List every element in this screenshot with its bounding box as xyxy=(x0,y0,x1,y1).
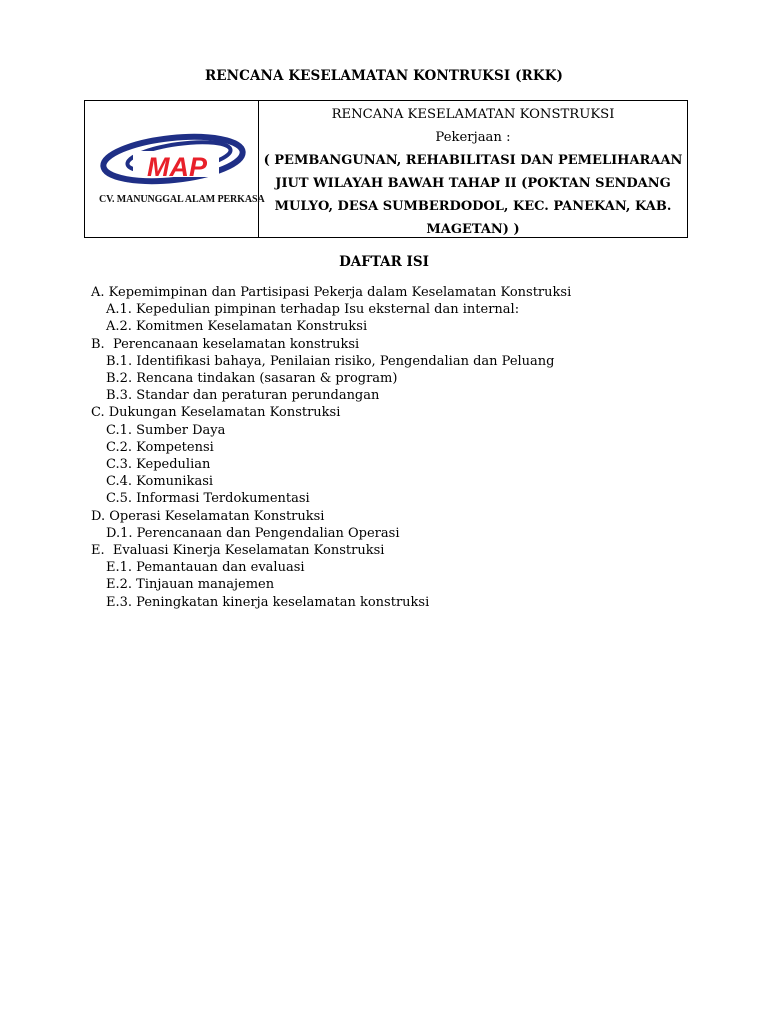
toc-item: E.1. Pemantauan dan evaluasi xyxy=(106,560,305,576)
toc-item: B.3. Standar dan peraturan perundangan xyxy=(106,388,380,404)
toc-section: D. Operasi Keselamatan Konstruksi xyxy=(91,508,325,524)
toc-item: A.1. Kepedulian pimpinan terhadap Isu eksternal dan internal: xyxy=(106,302,520,318)
header-table xyxy=(84,100,688,238)
toc-item: C.2. Kompetensi xyxy=(106,439,214,455)
logo-brand-text: MAP xyxy=(147,152,207,182)
toc-section: E. Evaluasi Kinerja Keselamatan Konstruksi xyxy=(91,543,385,559)
toc-section: C. Dukungan Keselamatan Konstruksi xyxy=(91,405,341,421)
company-logo xyxy=(97,129,247,191)
toc-item: C.1. Sumber Daya xyxy=(106,422,226,438)
toc-item: B.1. Identifikasi bahaya, Penilaian risiko, Pengendalian dan Peluang xyxy=(106,353,555,369)
toc-item: A.2. Komitmen Keselamatan Konstruksi xyxy=(106,319,368,335)
table-of-contents xyxy=(91,284,571,611)
toc-item: E.3. Peningkatan kinerja keselamatan konstruksi xyxy=(106,594,430,610)
toc-item: D.1. Perencanaan dan Pengendalian Operasi xyxy=(106,525,400,541)
toc-item: C.3. Kepedulian xyxy=(106,457,211,473)
toc-section: B. Perencanaan keselamatan konstruksi xyxy=(91,336,360,352)
toc-item: B.2. Rencana tindakan (sasaran & program) xyxy=(106,371,398,387)
toc-item: C.5. Informasi Terdokumentasi xyxy=(106,491,310,507)
plan-title: RENCANA KESELAMATAN KONSTRUKSI xyxy=(331,107,615,122)
project-info-cell xyxy=(259,101,687,237)
toc-item: C.4. Komunikasi xyxy=(106,474,214,490)
project-line: MAGETAN) ) xyxy=(426,222,520,237)
toc-item: E.2. Tinjauan manajemen xyxy=(106,577,275,593)
project-line: MULYO, DESA SUMBERDODOL, KEC. PANEKAN, KAB. xyxy=(274,199,672,214)
project-line: ( PEMBANGUNAN, REHABILITASI DAN PEMELIHARAAN xyxy=(263,153,683,168)
company-name: CV. MANUNGGAL ALAM PERKASA xyxy=(99,194,265,205)
project-line: JIUT WILAYAH BAWAH TAHAP II (POKTAN SENDANG xyxy=(275,176,671,191)
toc-heading: DAFTAR ISI xyxy=(339,254,429,270)
toc-section: A. Kepemimpinan dan Partisipasi Pekerja dalam Keselamatan Konstruksi xyxy=(91,285,572,300)
logo-cell xyxy=(85,101,265,237)
work-label: Pekerjaan : xyxy=(435,130,511,145)
document-title: RENCANA KESELAMATAN KONTRUKSI (RKK) xyxy=(204,68,564,84)
